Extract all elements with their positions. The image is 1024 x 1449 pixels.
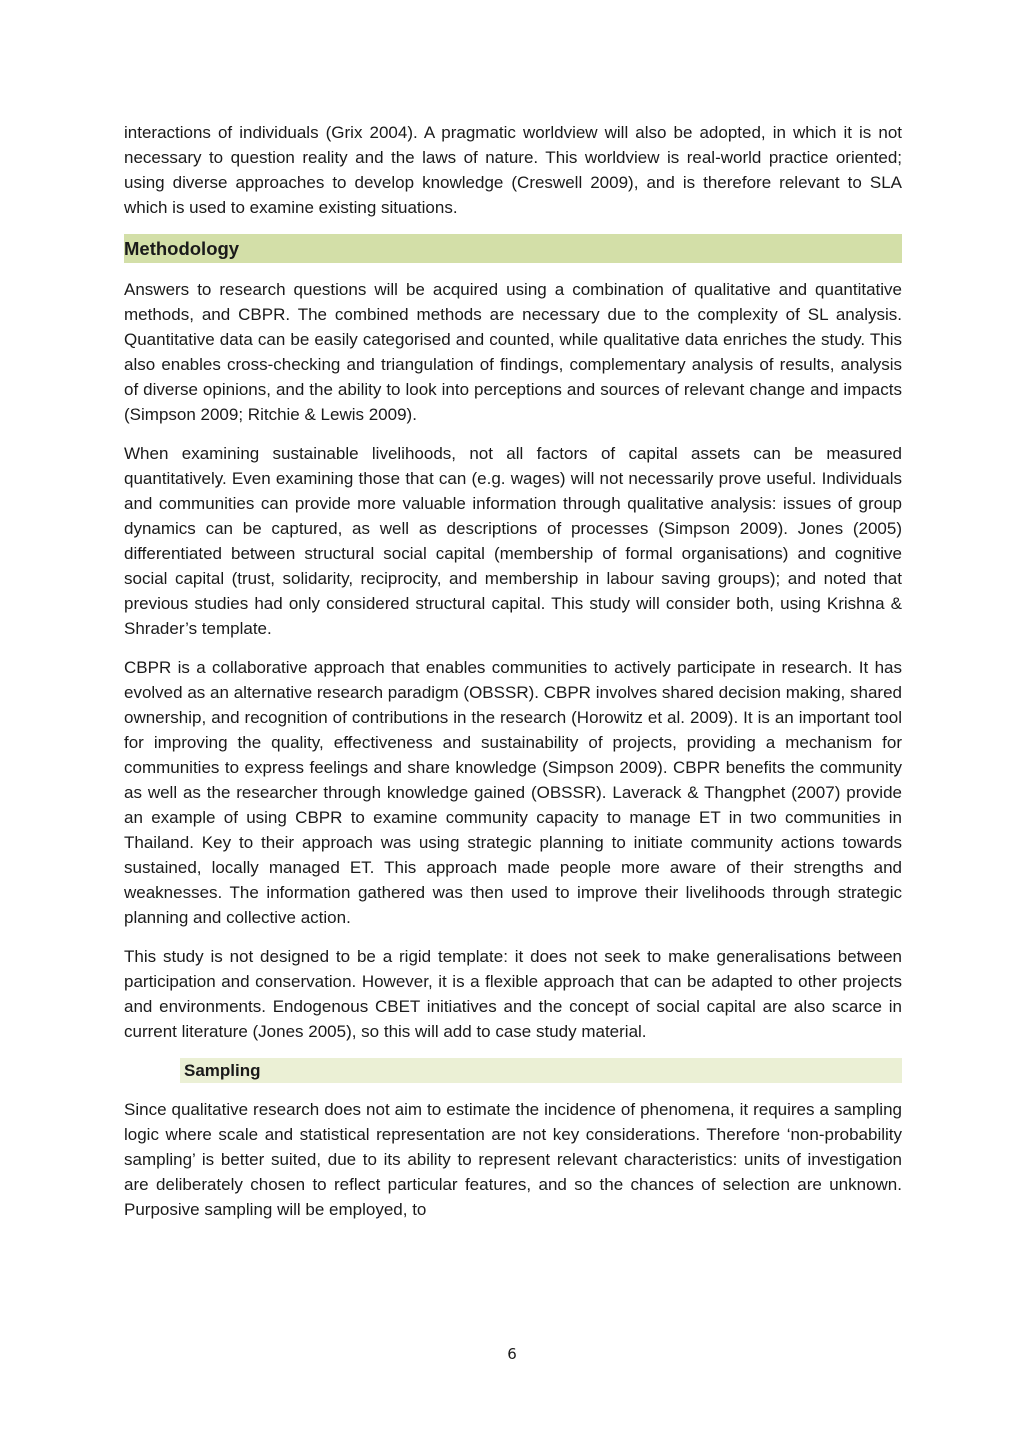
methodology-heading: [124, 234, 902, 263]
intro-paragraph: interactions of individuals (Grix 2004). A pragmatic worldview will also be adopted, in which it is not necessary to question reality and the laws of nature. This worldview is real-world practice oriented; using diverse approaches to develop knowledge (Creswell 2009), and is therefore relevant to SLA which is used to examine existing situations.: [124, 123, 902, 217]
methodology-paragraph-4: This study is not designed to be a rigid template: it does not seek to make generalisations between participation and conservation. However, it is a flexible approach that can be adapted to other projects and environments. Endogenous CBET initiatives and the concept of social capital are also scarce in current literature (Jones 2005), so this will add to case study material.: [124, 947, 902, 1041]
sampling-heading-text: Sampling: [184, 1061, 261, 1080]
methodology-paragraph-3: CBPR is a collaborative approach that enables communities to actively participate in research. It has evolved as an alternative research paradigm (OBSSR). CBPR involves shared decision making, shared ownership, and recognition of contributions in the research (Horowitz et al. 2009). It is an important tool for improving the quality, effectiveness and sustainability of projects, providing a mechanism for communities to express feelings and share knowledge (Simpson 2009). CBPR benefits the community as well as the researcher through knowledge gained (OBSSR). Laverack & Thangphet (2007) provide an example of using CBPR to examine community capacity to manage ET in two communities in Thailand. Key to their approach was using strategic planning to initiate community actions towards sustained, locally managed ET. This approach made people more aware of their strengths and weaknesses. The information gathered was then used to improve their livelihoods through strategic planning and collective action.: [124, 658, 902, 927]
methodology-heading-text: Methodology: [124, 238, 240, 259]
sampling-heading: [180, 1058, 902, 1083]
methodology-paragraph-1: Answers to research questions will be acquired using a combination of qualitative and quantitative methods, and CBPR. The combined methods are necessary due to the complexity of SL analysis. Quantitative data can be easily categorised and counted, while qualitative data enriches the study. This also enables cross-checking and triangulation of findings, complementary analysis of results, analysis of diverse opinions, and the ability to look into perceptions and sources of relevant change and impacts (Simpson 2009; Ritchie & Lewis 2009).: [124, 280, 902, 424]
sampling-paragraph-1: Since qualitative research does not aim to estimate the incidence of phenomena, it requires a sampling logic where scale and statistical representation are not key considerations. Therefore ‘non-probability sampling’ is better suited, due to its ability to represent relevant characteristics: units of investigation are deliberately chosen to reflect particular features, and so the chances of selection are unknown. Purposive sampling will be employed, to: [124, 1100, 902, 1219]
methodology-paragraph-2: When examining sustainable livelihoods, not all factors of capital assets can be measured quantitatively. Even examining those that can (e.g. wages) will not necessarily prove useful. Individuals and communities can provide more valuable information through qualitative analysis: issues of group dynamics can be captured, as well as descriptions of processes (Simpson 2009). Jones (2005) differentiated between structural social capital (membership of formal organisations) and cognitive social capital (trust, solidarity, reciprocity, and membership in labour saving groups); and noted that previous studies had only considered structural capital. This study will consider both, using Krishna & Shrader’s template.: [124, 444, 902, 638]
page-content: [124, 120, 902, 1222]
page-number: 6: [507, 1345, 517, 1363]
